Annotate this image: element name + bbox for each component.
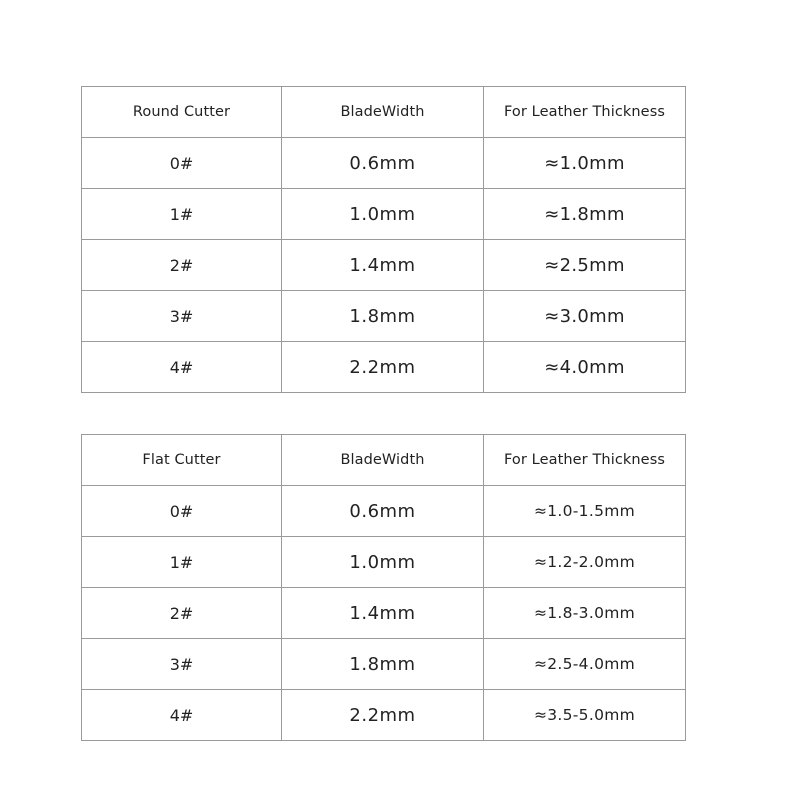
size-cell: 4# — [82, 342, 282, 393]
size-cell: 4# — [82, 690, 282, 741]
thickness-cell: ≈1.2-2.0mm — [484, 537, 686, 588]
thickness-cell: ≈3.0mm — [484, 291, 686, 342]
thickness-cell: ≈1.0mm — [484, 138, 686, 189]
header-blade-width: BladeWidth — [282, 435, 484, 486]
table-row — [82, 588, 686, 639]
size-cell: 0# — [82, 486, 282, 537]
size-cell: 0# — [82, 138, 282, 189]
table-row — [82, 537, 686, 588]
blade-width-cell: 0.6mm — [282, 138, 484, 189]
blade-width-cell: 1.4mm — [282, 588, 484, 639]
size-cell: 3# — [82, 639, 282, 690]
blade-width-cell: 1.4mm — [282, 240, 484, 291]
table-row — [82, 486, 686, 537]
thickness-cell: ≈2.5mm — [484, 240, 686, 291]
header-leather-thickness: For Leather Thickness — [484, 87, 686, 138]
thickness-cell: ≈1.8mm — [484, 189, 686, 240]
size-cell: 2# — [82, 240, 282, 291]
table-row — [82, 639, 686, 690]
table-header-row — [82, 435, 686, 486]
blade-width-cell: 0.6mm — [282, 486, 484, 537]
size-cell: 1# — [82, 189, 282, 240]
blade-width-cell: 1.0mm — [282, 537, 484, 588]
thickness-cell: ≈3.5-5.0mm — [484, 690, 686, 741]
blade-width-cell: 1.0mm — [282, 189, 484, 240]
table-row — [82, 291, 686, 342]
size-cell: 1# — [82, 537, 282, 588]
header-cutter-type: Flat Cutter — [82, 435, 282, 486]
round-cutter-table — [81, 86, 686, 393]
table-row — [82, 189, 686, 240]
blade-width-cell: 2.2mm — [282, 690, 484, 741]
table-row — [82, 690, 686, 741]
table-row — [82, 138, 686, 189]
blade-width-cell: 2.2mm — [282, 342, 484, 393]
thickness-cell: ≈2.5-4.0mm — [484, 639, 686, 690]
blade-width-cell: 1.8mm — [282, 291, 484, 342]
header-cutter-type: Round Cutter — [82, 87, 282, 138]
size-cell: 2# — [82, 588, 282, 639]
header-blade-width: BladeWidth — [282, 87, 484, 138]
header-leather-thickness: For Leather Thickness — [484, 435, 686, 486]
thickness-cell: ≈4.0mm — [484, 342, 686, 393]
size-cell: 3# — [82, 291, 282, 342]
table-row — [82, 342, 686, 393]
blade-width-cell: 1.8mm — [282, 639, 484, 690]
table-header-row — [82, 87, 686, 138]
flat-cutter-table — [81, 434, 686, 741]
table-row — [82, 240, 686, 291]
thickness-cell: ≈1.8-3.0mm — [484, 588, 686, 639]
thickness-cell: ≈1.0-1.5mm — [484, 486, 686, 537]
